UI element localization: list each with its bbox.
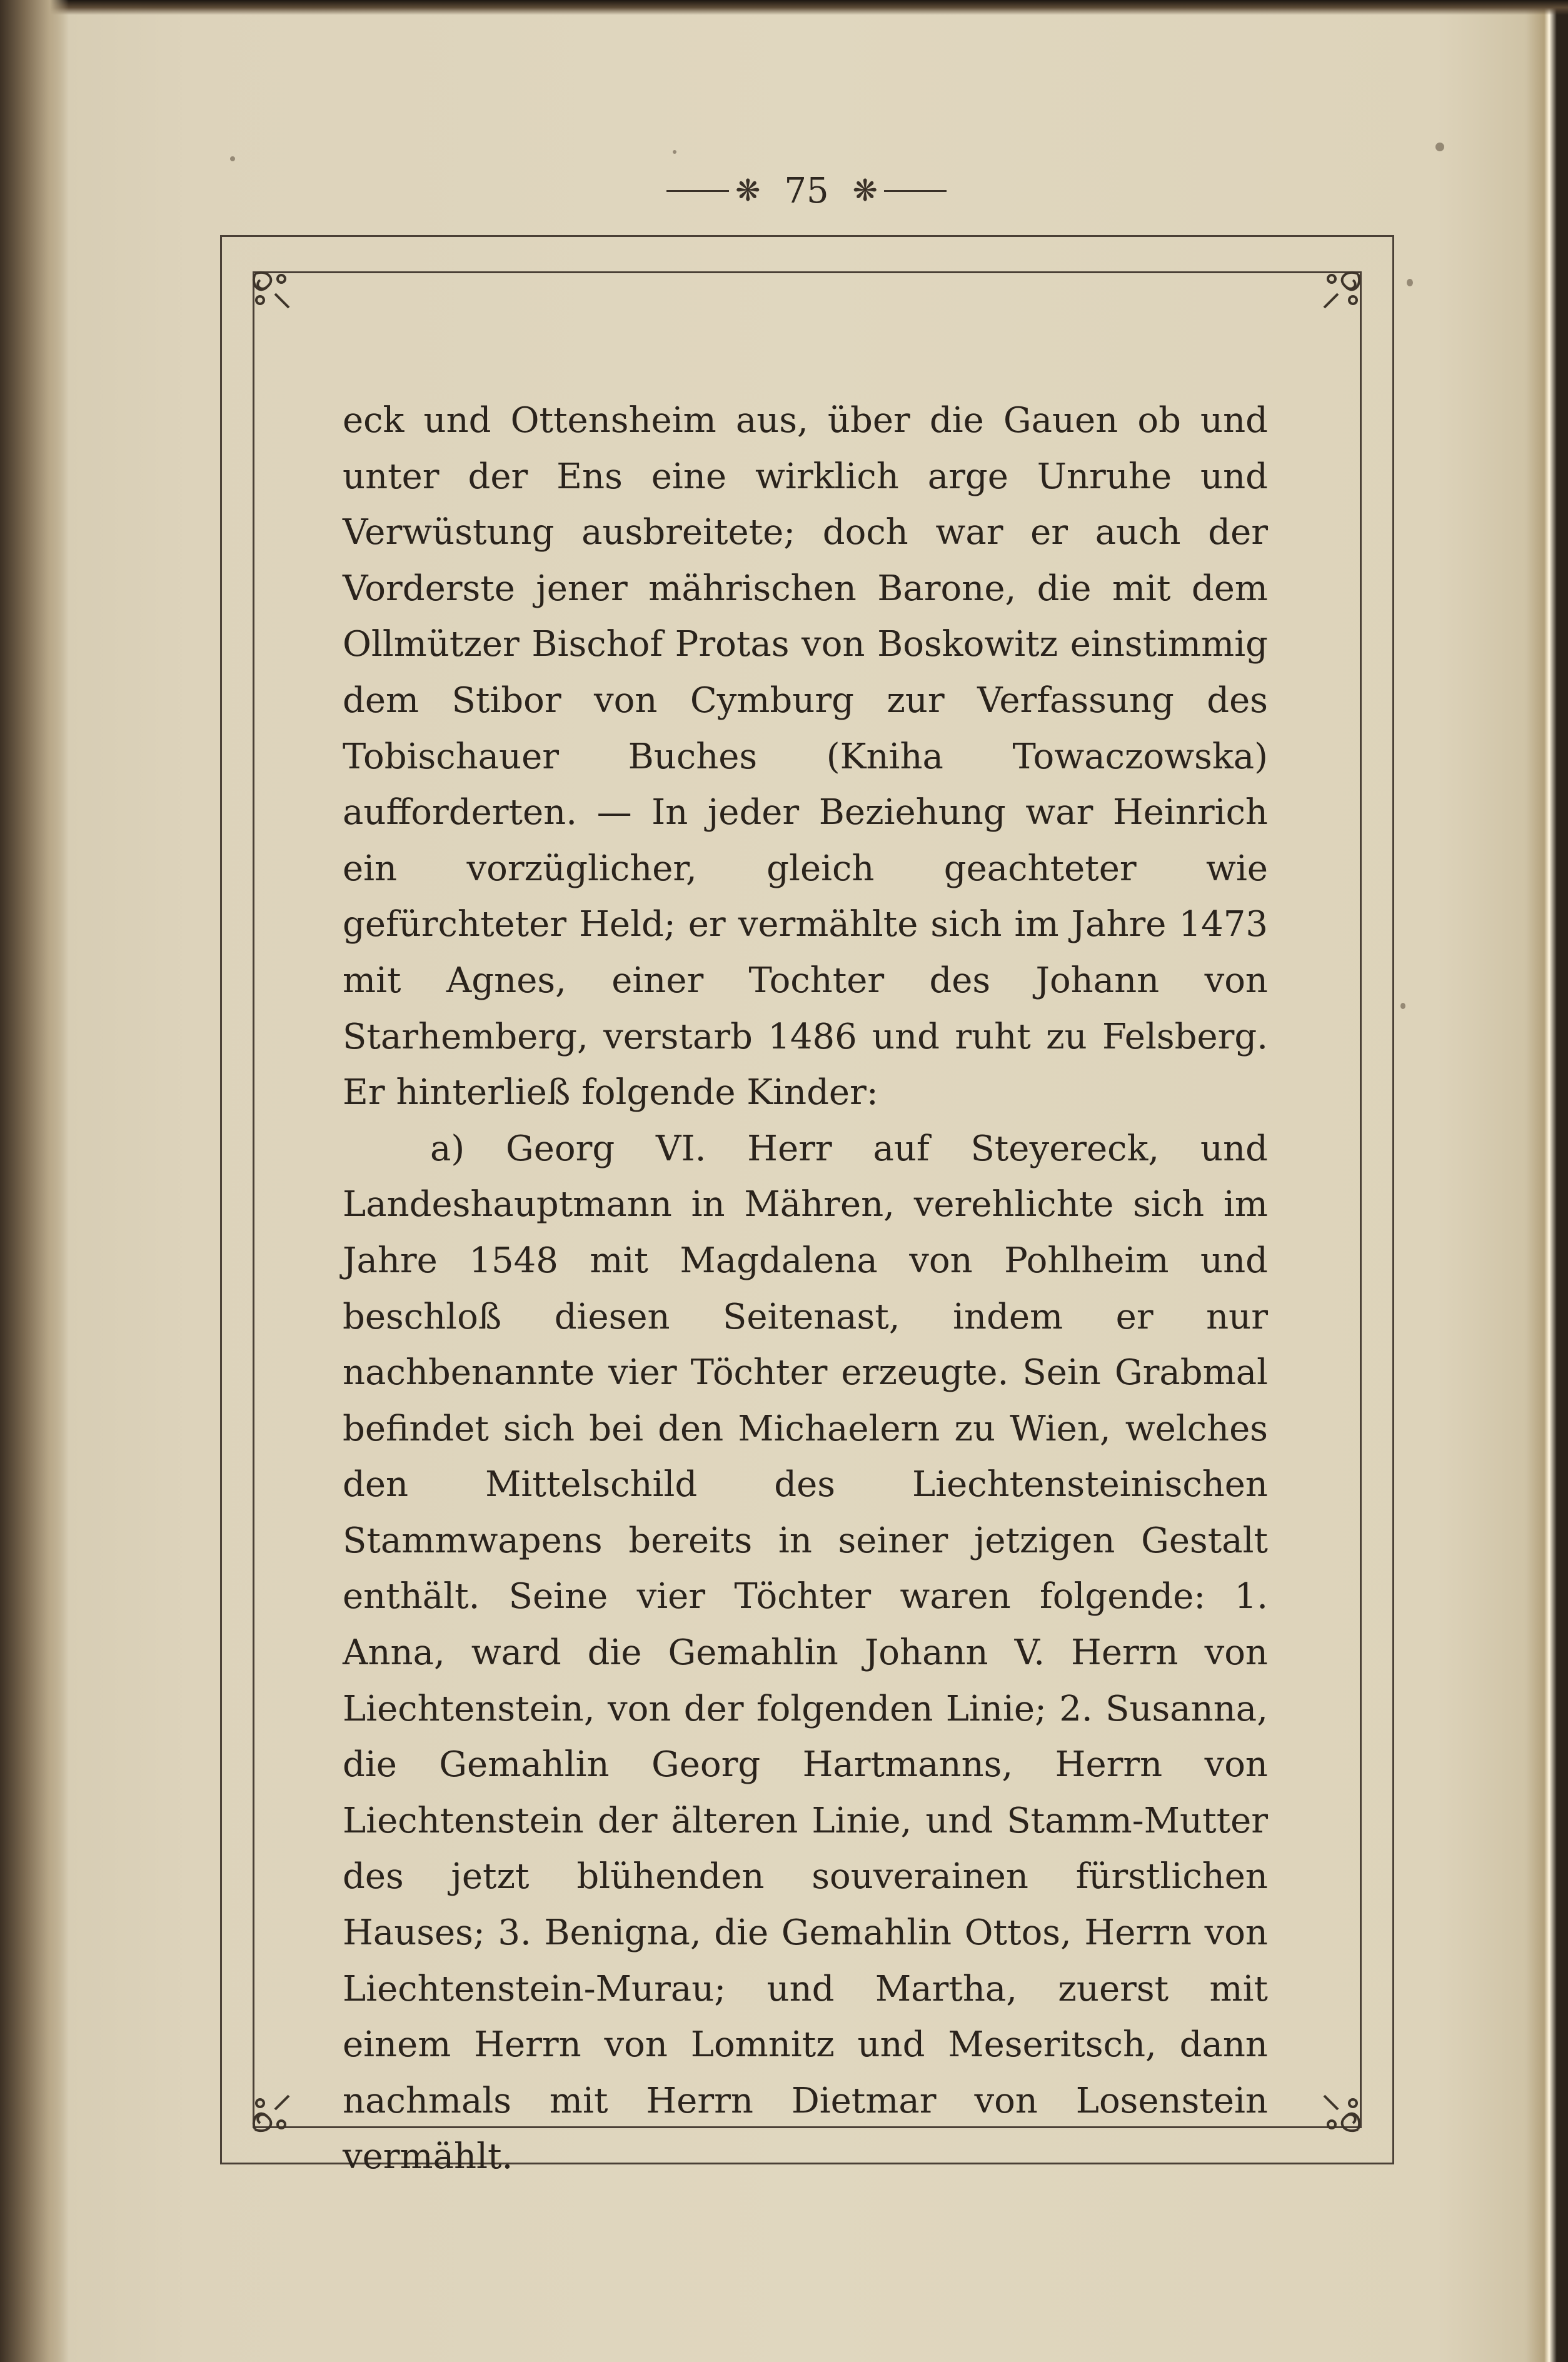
paper-speck [1435,143,1444,151]
page-header [638,169,975,213]
paragraph-2: a) Georg VI. Herr auf Steyereck, und Landeshauptmann in Mähren, verehlichte sich im Jahre 1548 mit Magdalena von Pohlheim und beschloß diesen Seitenast, indem er nur nachbenannte vier Töchter erzeugte. Sein Grabmal befindet sich bei den Michaelern zu Wien, welches den Mittelschild des Liechtensteinischen Stammwapens bereits in seiner jetzigen Gestalt enthält. Seine vier Töchter waren folgende: 1. Anna, ward die Gemahlin Johann V. Herrn von Liechtenstein, von der folgenden Linie; 2. Susanna, die Gemahlin Georg Hartmanns, Herrn von Liechtenstein der älteren Linie, und Stamm-Mutter des jetzt blühenden souverainen fürstlichen Hauses; 3. Benigna, die Gemahlin Ottos, Herrn von Liechtenstein-Murau; und Martha, zuerst mit einem Herrn von Lomnitz und Meseritsch, dann nachmals mit Herrn Dietmar von Losenstein vermählt. [343,1128,1268,2178]
corner-ornament-bottom-left-icon [248,2084,300,2137]
paper-speck [1400,1003,1405,1009]
header-ornament-right-icon: ❋ [852,173,878,208]
page-number: 75 [784,170,829,211]
header-rule-left [666,190,729,192]
body-text [343,393,1268,2185]
corner-ornament-bottom-right-icon [1313,2084,1365,2137]
paper-speck [673,150,676,154]
book-spine-shadow [0,0,69,2362]
paper-speck [1407,279,1413,286]
paragraph-1: eck und Ottensheim aus, über die Gauen ob und unter der Ens eine wirklich arge Unruhe und Verwüstung ausbreitete; doch war er auch der Vorderste jener mährischen Barone, die mit dem Ollmützer Bischof Protas von Boskowitz einstimmig dem Stibor von Cymburg zur Verfassung des Tobischauer Buches (Kniha Towaczowska) aufforderten. — In jeder Beziehung war Heinrich ein vorzüglicher, gleich geachteter wie gefürchteter Held; er vermählte sich im Jahre 1473 mit Agnes, einer Tochter des Johann von Starhemberg, verstarb 1486 und ruht zu Felsberg. Er hinterließ folgende Kinder: [343,400,1268,1113]
paper-speck [230,156,235,161]
header-ornament-left-icon: ❋ [735,173,761,208]
corner-ornament-top-right-icon [1313,266,1365,319]
header-rule-right [884,190,947,192]
corner-ornament-top-left-icon [248,266,300,319]
